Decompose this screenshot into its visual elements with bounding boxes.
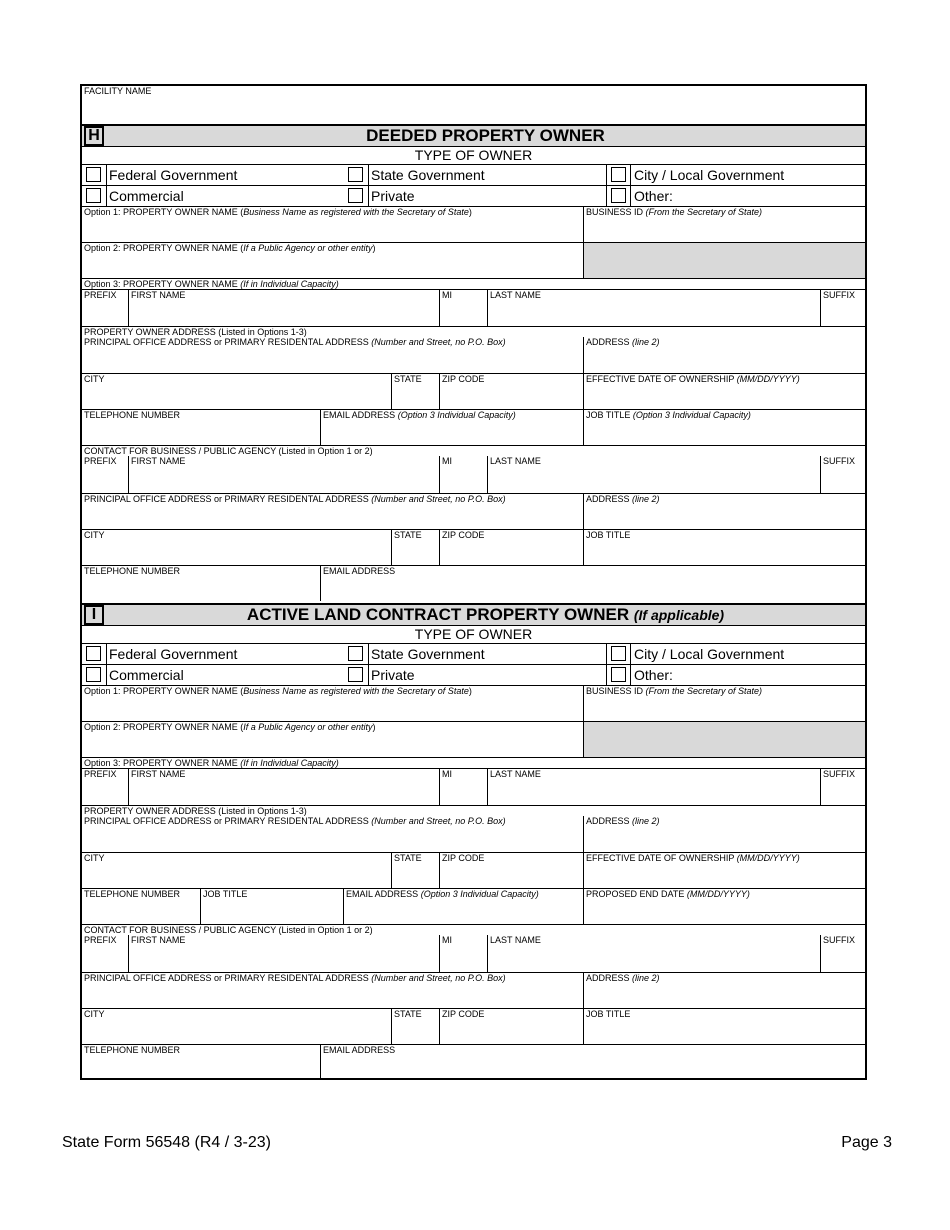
section-h-type-row-1 [82, 164, 865, 185]
contact-principal-address-field[interactable]: PRINCIPAL OFFICE ADDRESS or PRIMARY RESIDENTAL ADDRESS (Number and Street, no P.O. Box) [84, 973, 506, 983]
page-number: Page 3 [841, 1134, 892, 1151]
section-h-title: DEEDED PROPERTY OWNER [366, 126, 605, 145]
contact-address-line2-field[interactable]: ADDRESS (line 2) [583, 973, 865, 1008]
section-h-city-row [82, 373, 865, 409]
facility-name-label: FACILITY NAME [84, 86, 152, 96]
section-i-type-row-2 [82, 664, 865, 685]
contact-job-title-field[interactable]: JOB TITLE [583, 530, 865, 565]
address-line2-field[interactable]: ADDRESS (line 2) [583, 337, 865, 373]
section-h-contact-name-row [82, 456, 865, 493]
owner-name-option1-field[interactable]: Option 1: PROPERTY OWNER NAME (Business Name as registered with the Secretary of State) [84, 686, 472, 696]
effective-date-field[interactable]: EFFECTIVE DATE OF OWNERSHIP (MM/DD/YYYY) [583, 853, 865, 888]
email-field[interactable]: EMAIL ADDRESS (Option 3 Individual Capacity) [343, 889, 583, 924]
option-federal-government: Federal Government [109, 646, 238, 662]
section-i-contact-city-row [82, 1008, 865, 1044]
zip-code-field[interactable]: ZIP CODE [439, 853, 583, 888]
city-field[interactable]: CITY [84, 853, 105, 863]
section-h-header [82, 124, 865, 146]
contact-zip-code-field[interactable]: ZIP CODE [439, 1009, 583, 1044]
checkbox-private[interactable] [348, 667, 363, 682]
property-owner-form [80, 84, 867, 1080]
owner-name-option2-field[interactable]: Option 2: PROPERTY OWNER NAME (If a Public Agency or other entity) [84, 243, 376, 253]
contact-city-field[interactable]: CITY [84, 530, 105, 540]
contact-job-title-field[interactable]: JOB TITLE [583, 1009, 865, 1044]
checkbox-private[interactable] [348, 188, 363, 203]
prefix-field[interactable]: PREFIX [84, 769, 117, 779]
facility-name-field[interactable] [82, 86, 865, 124]
option-other: Other: [634, 188, 673, 204]
contact-suffix-field[interactable]: SUFFIX [820, 935, 865, 972]
checkbox-federal-government[interactable] [86, 646, 101, 661]
section-h-contact-row [82, 409, 865, 445]
contact-state-field[interactable]: STATE [391, 530, 439, 565]
section-i-title: ACTIVE LAND CONTRACT PROPERTY OWNER (If applicable) [246, 605, 725, 624]
contact-city-field[interactable]: CITY [84, 1009, 105, 1019]
section-i-header [82, 603, 865, 625]
principal-address-field[interactable]: PRINCIPAL OFFICE ADDRESS or PRIMARY RESIDENTAL ADDRESS (Number and Street, no P.O. Box) [84, 816, 506, 826]
checkbox-city-local-government[interactable] [611, 646, 626, 661]
section-h-option1-row [82, 206, 865, 242]
contact-principal-address-field[interactable]: PRINCIPAL OFFICE ADDRESS or PRIMARY RESIDENTAL ADDRESS (Number and Street, no P.O. Box) [84, 494, 506, 504]
contact-email-field[interactable]: EMAIL ADDRESS [320, 1045, 865, 1080]
section-i-type-row-1 [82, 643, 865, 664]
section-h-address-heading: PROPERTY OWNER ADDRESS (Listed in Options 1-3) [82, 326, 865, 337]
mi-field[interactable]: MI [439, 769, 487, 805]
section-h-name-row [82, 289, 865, 326]
option-city-local-government: City / Local Government [634, 167, 785, 183]
option-private: Private [371, 667, 415, 683]
section-i-address-heading: PROPERTY OWNER ADDRESS (Listed in Options 1-3) [82, 805, 865, 816]
section-h-contact-heading: CONTACT FOR BUSINESS / PUBLIC AGENCY (Listed in Option 1 or 2) [82, 445, 865, 456]
contact-mi-field[interactable]: MI [439, 456, 487, 493]
form-id-footer: State Form 56548 (R4 / 3-23) [62, 1134, 271, 1151]
contact-state-field[interactable]: STATE [391, 1009, 439, 1044]
checkbox-commercial[interactable] [86, 188, 101, 203]
section-h-contact-phone-row [82, 565, 865, 601]
first-name-field[interactable]: FIRST NAME [128, 290, 439, 326]
job-title-field[interactable]: JOB TITLE (Option 3 Individual Capacity) [583, 410, 865, 445]
telephone-field[interactable]: TELEPHONE NUMBER [84, 889, 181, 899]
checkbox-state-government[interactable] [348, 167, 363, 182]
proposed-end-date-field[interactable]: PROPOSED END DATE (MM/DD/YYYY) [583, 889, 865, 924]
section-i-option3-heading: Option 3: PROPERTY OWNER NAME (If in Individual Capacity) [82, 757, 865, 768]
last-name-field[interactable]: LAST NAME [487, 769, 820, 805]
section-h-type-row-2 [82, 185, 865, 206]
section-i-letter: I [84, 605, 104, 625]
contact-last-name-field[interactable]: LAST NAME [487, 456, 820, 493]
option-city-local-government: City / Local Government [634, 646, 785, 662]
last-name-field[interactable]: LAST NAME [487, 290, 820, 326]
mi-field[interactable]: MI [439, 290, 487, 326]
checkbox-other[interactable] [611, 667, 626, 682]
option-other: Other: [634, 667, 673, 683]
option-federal-government: Federal Government [109, 167, 238, 183]
option-private: Private [371, 188, 415, 204]
section-i-option2-row [82, 721, 865, 757]
state-field[interactable]: STATE [391, 374, 439, 409]
contact-first-name-field[interactable]: FIRST NAME [128, 935, 439, 972]
section-i-contact-address-row [82, 972, 865, 1008]
option-commercial: Commercial [109, 667, 184, 683]
state-field[interactable]: STATE [391, 853, 439, 888]
contact-mi-field[interactable]: MI [439, 935, 487, 972]
section-h-type-of-owner: TYPE OF OWNER [82, 146, 865, 164]
option-state-government: State Government [371, 646, 485, 662]
section-h-address-row [82, 337, 865, 373]
city-field[interactable]: CITY [84, 374, 105, 384]
section-i-contact-name-row [82, 935, 865, 972]
job-title-field[interactable]: JOB TITLE [200, 889, 343, 924]
section-i-address-row [82, 816, 865, 852]
contact-email-field[interactable]: EMAIL ADDRESS [320, 566, 865, 601]
owner-name-option2-field[interactable]: Option 2: PROPERTY OWNER NAME (If a Public Agency or other entity) [84, 722, 376, 732]
contact-last-name-field[interactable]: LAST NAME [487, 935, 820, 972]
checkbox-city-local-government[interactable] [611, 167, 626, 182]
suffix-field[interactable]: SUFFIX [820, 769, 865, 805]
contact-suffix-field[interactable]: SUFFIX [820, 456, 865, 493]
business-id-field[interactable]: BUSINESS ID (From the Secretary of State) [583, 207, 865, 242]
business-id-field[interactable]: BUSINESS ID (From the Secretary of State) [583, 686, 865, 721]
section-h-letter: H [84, 126, 104, 146]
principal-address-field[interactable]: PRINCIPAL OFFICE ADDRESS or PRIMARY RESIDENTAL ADDRESS (Number and Street, no P.O. Box) [84, 337, 506, 347]
effective-date-field[interactable]: EFFECTIVE DATE OF OWNERSHIP (MM/DD/YYYY) [583, 374, 865, 409]
section-i-city-row [82, 852, 865, 888]
section-i-option1-row [82, 685, 865, 721]
section-h-option3-heading: Option 3: PROPERTY OWNER NAME (If in Individual Capacity) [82, 278, 865, 289]
checkbox-commercial[interactable] [86, 667, 101, 682]
shaded-cell [583, 243, 865, 278]
section-h-option2-row [82, 242, 865, 278]
contact-telephone-field[interactable]: TELEPHONE NUMBER [84, 1045, 181, 1055]
contact-zip-code-field[interactable]: ZIP CODE [439, 530, 583, 565]
section-i-type-of-owner: TYPE OF OWNER [82, 625, 865, 643]
zip-code-field[interactable]: ZIP CODE [439, 374, 583, 409]
section-i-contact-row [82, 888, 865, 924]
contact-prefix-field[interactable]: PREFIX [84, 456, 117, 466]
contact-prefix-field[interactable]: PREFIX [84, 935, 117, 945]
section-h-contact-address-row [82, 493, 865, 529]
option-state-government: State Government [371, 167, 485, 183]
checkbox-state-government[interactable] [348, 646, 363, 661]
telephone-field[interactable]: TELEPHONE NUMBER [84, 410, 181, 420]
checkbox-federal-government[interactable] [86, 167, 101, 182]
contact-address-line2-field[interactable]: ADDRESS (line 2) [583, 494, 865, 529]
address-line2-field[interactable]: ADDRESS (line 2) [583, 816, 865, 852]
first-name-field[interactable]: FIRST NAME [128, 769, 439, 805]
shaded-cell [583, 722, 865, 757]
owner-name-option1-field[interactable]: Option 1: PROPERTY OWNER NAME (Business Name as registered with the Secretary of State) [84, 207, 472, 217]
option-commercial: Commercial [109, 188, 184, 204]
section-i-contact-heading: CONTACT FOR BUSINESS / PUBLIC AGENCY (Listed in Option 1 or 2) [82, 924, 865, 935]
checkbox-other[interactable] [611, 188, 626, 203]
contact-telephone-field[interactable]: TELEPHONE NUMBER [84, 566, 181, 576]
prefix-field[interactable]: PREFIX [84, 290, 117, 300]
contact-first-name-field[interactable]: FIRST NAME [128, 456, 439, 493]
section-h-contact-city-row [82, 529, 865, 565]
section-i-name-row [82, 768, 865, 805]
section-i-contact-phone-row [82, 1044, 865, 1080]
email-field[interactable]: EMAIL ADDRESS (Option 3 Individual Capacity) [320, 410, 583, 445]
suffix-field[interactable]: SUFFIX [820, 290, 865, 326]
